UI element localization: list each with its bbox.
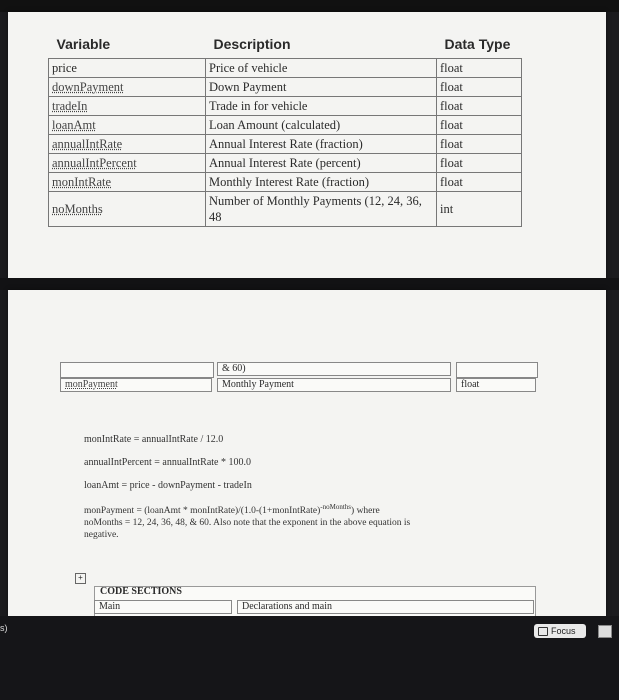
description-cell: Price of vehicle xyxy=(206,59,437,78)
header-description: Description xyxy=(213,36,291,52)
formula-annualIntPercent: annualIntPercent = annualIntRate * 100.0 xyxy=(84,457,251,468)
variable-cell: price xyxy=(49,59,206,78)
type-cell: float xyxy=(437,173,522,192)
focus-label: Focus xyxy=(551,626,576,636)
document-page-1 xyxy=(8,12,606,278)
description-cell: Annual Interest Rate (percent) xyxy=(206,154,437,173)
formula-monPayment xyxy=(84,501,504,541)
description-cell: Monthly Interest Rate (fraction) xyxy=(206,173,437,192)
type-cell: float xyxy=(437,116,522,135)
table-row xyxy=(49,97,522,116)
table-cell-empty xyxy=(456,362,538,378)
page-gap xyxy=(0,278,619,290)
description-cell: Loan Amount (calculated) xyxy=(206,116,437,135)
monPayment-var: monPayment xyxy=(65,379,118,390)
formula-monIntRate: monIntRate = annualIntRate / 12.0 xyxy=(84,434,224,445)
description-cell: Down Payment xyxy=(206,78,437,97)
formula-loanAmt: loanAmt = price - downPayment - tradeIn xyxy=(84,480,252,491)
type-cell: float xyxy=(456,378,536,392)
formula-monPayment-where: ) where xyxy=(351,506,380,517)
description-cell-continued: & 60) xyxy=(217,362,451,376)
formula-exponent: -noMonths xyxy=(320,503,352,511)
table-row xyxy=(49,173,522,192)
table-row xyxy=(49,192,522,227)
formula-noMonths-note: noMonths = 12, 24, 36, 48, & 60. Also note that the exponent in the above equation is xyxy=(84,518,411,529)
table-row xyxy=(49,59,522,78)
type-cell: float xyxy=(437,59,522,78)
description-cell: Monthly Payment xyxy=(217,378,451,392)
main-cell: Main xyxy=(94,600,232,614)
table-row xyxy=(49,135,522,154)
formulas-block xyxy=(84,432,504,541)
focus-icon xyxy=(538,627,548,636)
variable-cell: tradeIn xyxy=(49,97,206,116)
table-row xyxy=(49,78,522,97)
variable-cell: monIntRate xyxy=(49,173,206,192)
variable-cell xyxy=(60,378,212,392)
bottom-bar xyxy=(0,616,619,700)
variable-cell: noMonths xyxy=(49,192,206,227)
type-cell: float xyxy=(437,135,522,154)
variable-table xyxy=(48,30,522,227)
header-data-type: Data Type xyxy=(444,36,511,52)
type-cell: int xyxy=(437,192,522,227)
declarations-cell: Declarations and main xyxy=(237,600,534,614)
variable-cell: annualIntRate xyxy=(49,135,206,154)
left-fragment-text: s) xyxy=(0,623,8,633)
focus-button[interactable] xyxy=(534,624,586,638)
table-cell-empty xyxy=(60,362,214,378)
code-sections-heading: CODE SECTIONS xyxy=(100,586,182,597)
variable-cell: annualIntPercent xyxy=(49,154,206,173)
document-page-2 xyxy=(8,290,606,616)
table-row xyxy=(49,116,522,135)
expand-table-icon[interactable]: + xyxy=(75,573,86,584)
type-cell: float xyxy=(437,97,522,116)
type-cell: float xyxy=(437,78,522,97)
table-row xyxy=(49,154,522,173)
header-variable: Variable xyxy=(56,36,111,52)
description-cell: Trade in for vehicle xyxy=(206,97,437,116)
description-cell: Number of Monthly Payments (12, 24, 36, 48 xyxy=(206,192,437,227)
app-icon[interactable] xyxy=(598,625,612,638)
type-cell: float xyxy=(437,154,522,173)
formula-monPayment-main: monPayment = (loanAmt * monIntRate)/(1.0-(1+monIntRate) xyxy=(84,506,321,517)
variable-cell: downPayment xyxy=(49,78,206,97)
variable-cell: loanAmt xyxy=(49,116,206,135)
description-cell: Annual Interest Rate (fraction) xyxy=(206,135,437,154)
formula-negative-note: negative. xyxy=(84,530,119,541)
top-bar xyxy=(0,0,619,12)
